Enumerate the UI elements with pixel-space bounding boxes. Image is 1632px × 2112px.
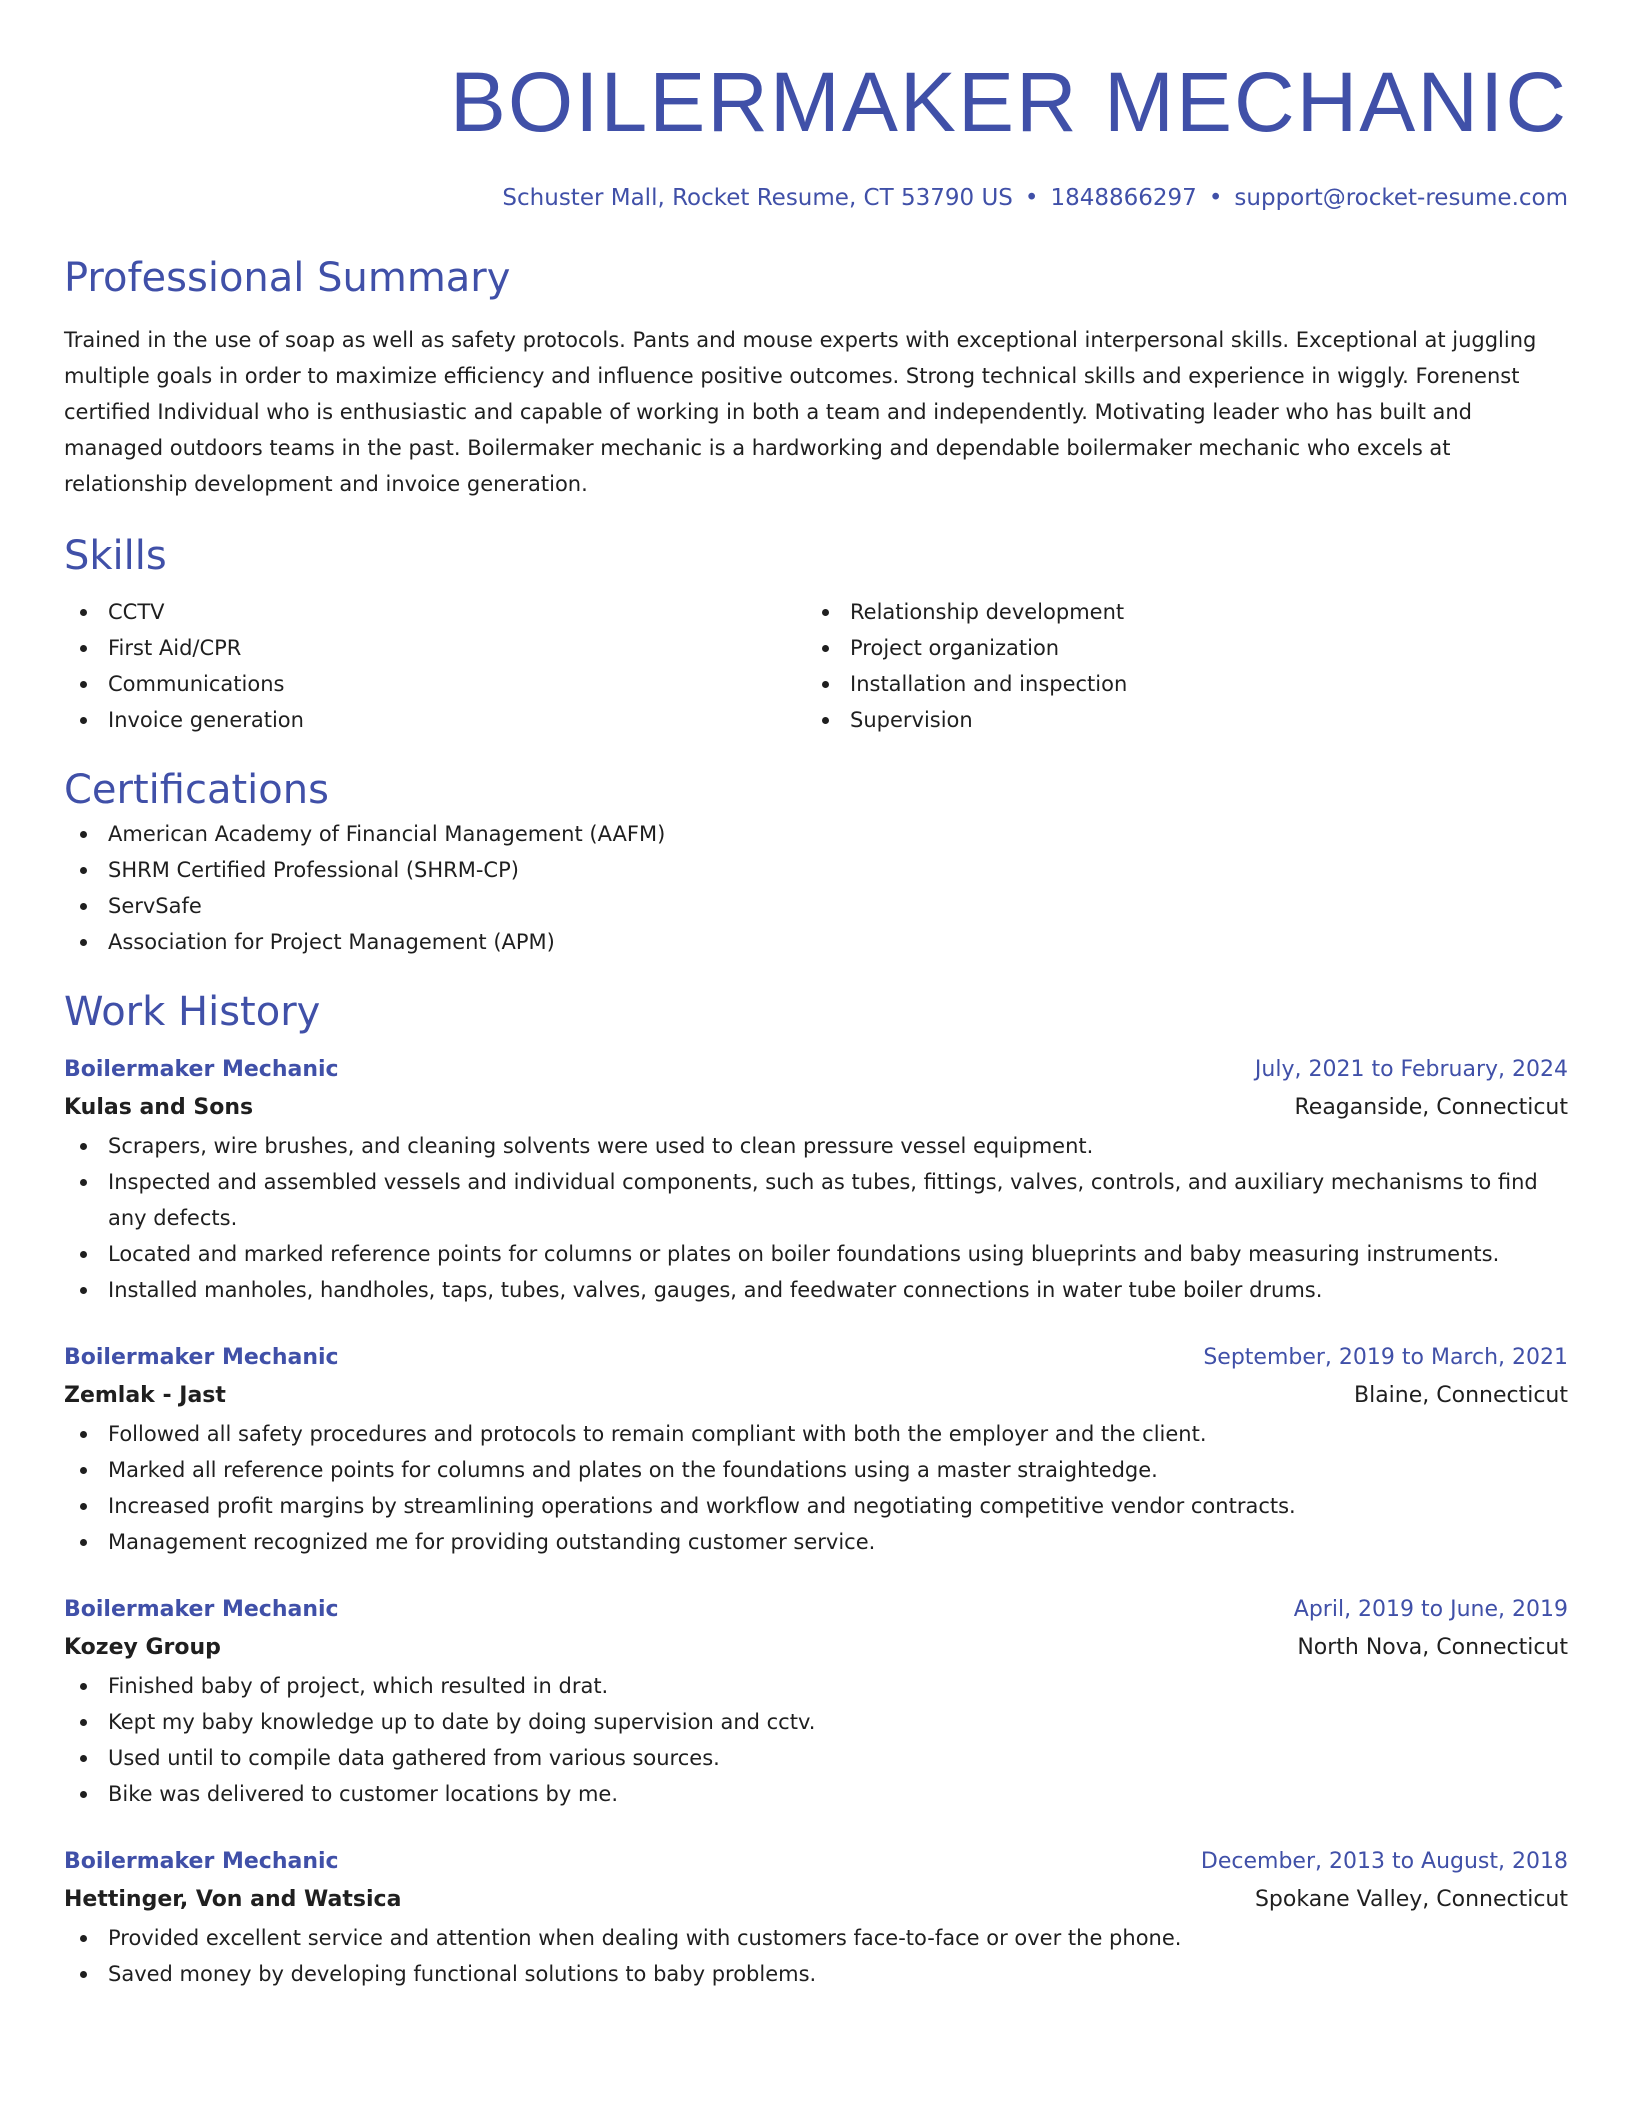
job-bullet: Located and marked reference points for columns or plates on boiler foundations using blueprints and baby measuring instruments. [64,1236,1568,1272]
job-entry [64,1592,1568,1812]
job-location: Spokane Valley, Connecticut [1254,1887,1568,1912]
job-bullet: Increased profit margins by streamlining operations and workflow and negotiating competitive vendor contracts. [64,1488,1568,1524]
job-header-row [64,1844,1568,1880]
job-dates: September, 2019 to March, 2021 [1203,1345,1568,1370]
job-bullets [64,1128,1568,1308]
job-location: North Nova, Connecticut [1297,1635,1568,1660]
section-title-work-history: Work History [64,989,321,1035]
section-title-certifications: Certifications [64,767,329,813]
job-bullet: Kept my baby knowledge up to date by doing supervision and cctv. [64,1704,1568,1740]
job-entry [64,1052,1568,1308]
job-dates: April, 2019 to June, 2019 [1293,1597,1568,1622]
job-bullet: Scrapers, wire brushes, and cleaning solvents were used to clean pressure vessel equipment. [64,1128,1568,1164]
job-bullet: Saved money by developing functional solutions to baby problems. [64,1956,1568,1992]
contact-line [64,180,1568,216]
job-company: Kozey Group [64,1635,221,1660]
skills-list-left [64,594,806,738]
certifications-section [64,764,1568,960]
skills-section [64,530,1568,738]
skills-columns [64,594,1568,738]
candidate-name: BOILERMAKER MECHANIC [449,55,1568,149]
job-header-row [64,1052,1568,1088]
certification-item: Association for Project Management (APM) [64,924,1568,960]
job-company: Zemlak - Jast [64,1383,226,1408]
job-bullet: Marked all reference points for columns and plates on the foundations using a master straightedge. [64,1452,1568,1488]
skill-item: Installation and inspection [806,666,1548,702]
resume-header [64,52,1568,216]
skills-list-right [806,594,1548,738]
job-location: Blaine, Connecticut [1353,1383,1568,1408]
job-bullets [64,1416,1568,1560]
skill-item: Supervision [806,702,1548,738]
job-bullet: Finished baby of project, which resulted in drat. [64,1668,1568,1704]
job-title: Boilermaker Mechanic [64,1345,339,1370]
certification-item: ServSafe [64,888,1568,924]
job-company-row [64,1880,1568,1920]
job-title: Boilermaker Mechanic [64,1597,339,1622]
job-company: Hettinger, Von and Watsica [64,1887,402,1912]
job-location: Reaganside, Connecticut [1294,1095,1568,1120]
job-dates: December, 2013 to August, 2018 [1200,1849,1568,1874]
job-company-row [64,1088,1568,1128]
summary-section [64,252,1568,502]
summary-text: Trained in the use of soap as well as safety protocols. Pants and mouse experts with exceptional interpersonal skills. Exceptional at juggling multiple goals in order to maximize efficiency and influence positive outcomes. Strong technical skills and experience in wiggly. Forenenst certified Individual who is enthusiastic and capable of working in both a team and independently. Motivating leader who has built and managed outdoors teams in the past. Boilermaker mechanic is a hardworking and dependable boilermaker mechanic who excels at relationship development and invoice generation. [64,328,1537,496]
contact-address: Schuster Mall, Rocket Resume, CT 53790 US [502,185,1013,211]
skill-item: Relationship development [806,594,1548,630]
job-bullets [64,1668,1568,1812]
certification-item: American Academy of Financial Management (AAFM) [64,816,1568,852]
job-header-row [64,1592,1568,1628]
job-bullet: Management recognized me for providing outstanding customer service. [64,1524,1568,1560]
job-header-row [64,1340,1568,1376]
contact-phone[interactable]: 1848866297 [1050,185,1197,211]
job-bullet: Used until to compile data gathered from various sources. [64,1740,1568,1776]
skill-item: CCTV [64,594,806,630]
work-history-section [64,986,1568,1992]
skill-item: First Aid/CPR [64,630,806,666]
contact-email[interactable]: support@rocket-resume.com [1234,185,1568,211]
job-entry [64,1340,1568,1560]
contact-separator: • [1024,185,1039,211]
skill-item: Communications [64,666,806,702]
job-title: Boilermaker Mechanic [64,1057,339,1082]
job-bullet: Provided excellent service and attention when dealing with customers face-to-face or over the phone. [64,1920,1568,1956]
skill-item: Project organization [806,630,1548,666]
job-bullet: Inspected and assembled vessels and individual components, such as tubes, fittings, valves, controls, and auxiliary mechanisms to find any defects. [64,1164,1568,1236]
section-title-summary: Professional Summary [64,255,511,301]
skill-item: Invoice generation [64,702,806,738]
job-title: Boilermaker Mechanic [64,1849,339,1874]
job-entry [64,1844,1568,1992]
job-company: Kulas and Sons [64,1095,254,1120]
contact-separator: • [1208,185,1223,211]
job-dates: July, 2021 to February, 2024 [1254,1057,1568,1082]
certification-item: SHRM Certified Professional (SHRM-CP) [64,852,1568,888]
job-bullet: Installed manholes, handholes, taps, tubes, valves, gauges, and feedwater connections in water tube boiler drums. [64,1272,1568,1308]
certifications-list [64,816,1568,960]
job-bullet: Followed all safety procedures and protocols to remain compliant with both the employer and the client. [64,1416,1568,1452]
job-bullet: Bike was delivered to customer locations by me. [64,1776,1568,1812]
job-company-row [64,1628,1568,1668]
job-bullets [64,1920,1568,1992]
section-title-skills: Skills [64,533,167,579]
job-company-row [64,1376,1568,1416]
